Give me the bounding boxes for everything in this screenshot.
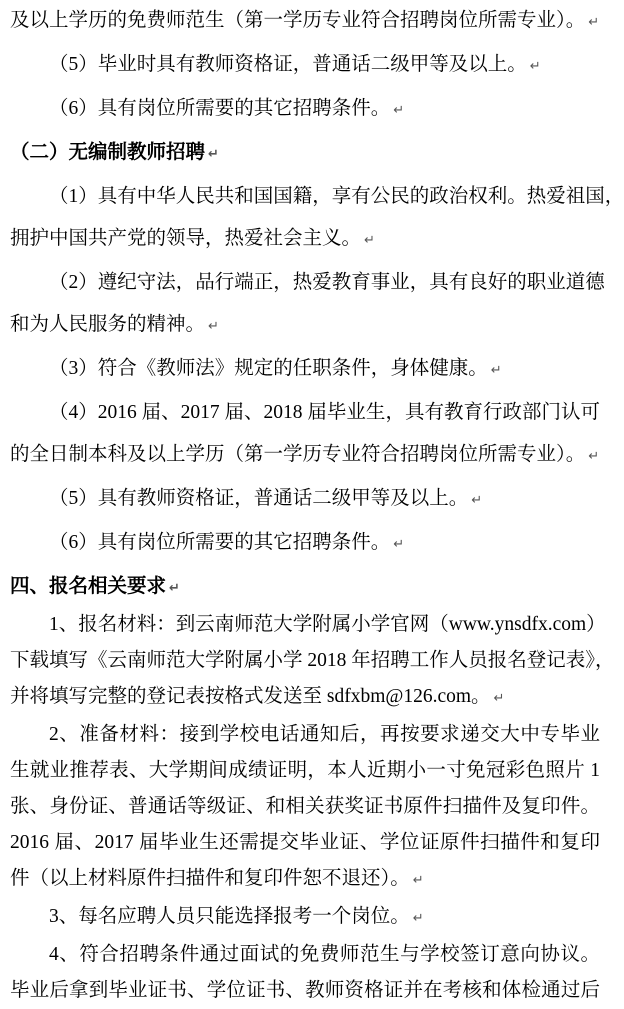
section-recruitment-conditions: [10, 0, 624, 566]
line-text: （5）毕业时具有教师资格证，普通话二级甲等及以上。: [49, 54, 527, 75]
text-line: [10, 607, 606, 643]
paragraph-mark-icon: ↵: [208, 147, 219, 162]
line-text: 拥护中国共产党的领导，热爱社会主义。: [10, 228, 362, 249]
paragraph-mark-icon: ↵: [169, 581, 180, 596]
text-line: [10, 44, 600, 88]
line-text: 及以上学历的免费师范生（第一学历专业符合招聘岗位所需专业）。: [10, 10, 586, 31]
line-text: 2、准备材料：接到学校电话通知后，再按要求递交大中专毕业: [49, 724, 600, 745]
text-line: [10, 304, 600, 348]
text-line: [10, 973, 600, 1009]
paragraph-mark-icon: ↵: [412, 873, 424, 888]
line-text: 件（以上材料原件扫描件和复印件恕不退还）。: [10, 868, 410, 889]
text-line: [10, 262, 605, 304]
line-text: （6）具有岗位所需要的其它招聘条件。: [49, 532, 391, 553]
paragraph-mark-icon: ↵: [490, 363, 502, 378]
text-line: [10, 0, 600, 44]
line-text: 3、每名应聘人员只能选择报考一个岗位。: [49, 906, 410, 927]
text-line: [10, 789, 600, 825]
paragraph-mark-icon: ↵: [493, 691, 505, 706]
heading-text: （二）无编制教师招聘: [10, 142, 206, 163]
text-line: [10, 861, 600, 899]
paragraph-mark-icon: ↵: [588, 449, 600, 464]
line-text: （5）具有教师资格证，普通话二级甲等及以上。: [49, 488, 469, 509]
text-line: [10, 478, 600, 522]
line-text: 的全日制本科及以上学历（第一学历专业符合招聘岗位所需专业）。: [10, 444, 586, 465]
paragraph-mark-icon: ↵: [588, 15, 600, 30]
text-line: [10, 937, 600, 973]
text-line: [10, 679, 600, 717]
line-text: 张、身份证、普通话等级证、和相关获奖证书原件扫描件及复印件。: [10, 796, 600, 817]
heading-text: 四、报名相关要求: [10, 576, 167, 597]
line-text: （1）具有中华人民共和国国籍，享有公民的政治权利。热爱祖国，: [49, 186, 624, 207]
paragraph-mark-icon: ↵: [208, 319, 219, 334]
line-text: 和为人民服务的精神。: [10, 314, 206, 335]
line-text: （6）具有岗位所需要的其它招聘条件。: [49, 98, 391, 119]
paragraph-mark-icon: ↵: [529, 59, 541, 74]
text-line: [10, 643, 615, 679]
text-line: [10, 522, 600, 566]
paragraph-mark-icon: ↵: [471, 493, 483, 508]
line-text: 并将填写完整的登记表按格式发送至 sdfxbm@126.com。: [10, 686, 491, 707]
line-text: 1、报名材料：到云南师范大学附属小学官网（www.ynsdfx.com）: [49, 614, 606, 635]
line-text: 毕业后拿到毕业证书、学位证书、教师资格证并在考核和体检通过后: [10, 980, 600, 1001]
text-line: [10, 434, 600, 478]
paragraph-mark-icon: ↵: [364, 233, 375, 248]
text-line: [10, 218, 600, 262]
line-text: 下载填写《云南师范大学附属小学 2018 年招聘工作人员报名登记表》，: [10, 650, 615, 671]
text-line: [10, 753, 600, 789]
heading-non-staffed-teacher-recruitment: [10, 132, 600, 176]
text-line: [10, 825, 600, 861]
text-line: [10, 899, 600, 937]
line-text: 4、符合招聘条件通过面试的免费师范生与学校签订意向协议。: [49, 944, 600, 965]
text-line: [10, 348, 600, 392]
section-application-requirements: [10, 569, 615, 1009]
line-text: 生就业推荐表、大学期间成绩证明，本人近期小一寸免冠彩色照片 1: [10, 760, 600, 781]
text-line: [10, 176, 624, 218]
line-text: （2）遵纪守法，品行端正，热爱教育事业，具有良好的职业道德: [49, 272, 605, 293]
paragraph-mark-icon: ↵: [412, 911, 424, 926]
paragraph-mark-icon: ↵: [393, 537, 405, 552]
text-line: [10, 717, 600, 753]
heading-application-requirements: [10, 569, 600, 607]
line-text: （4）2016 届、2017 届、2018 届毕业生，具有教育行政部门认可: [49, 402, 600, 423]
line-text: （3）符合《教师法》规定的任职条件，身体健康。: [49, 358, 488, 379]
line-text: 2016 届、2017 届毕业生还需提交毕业证、学位证原件扫描件和复印: [10, 832, 600, 853]
paragraph-mark-icon: ↵: [393, 103, 405, 118]
text-line: [10, 392, 600, 434]
text-line: [10, 88, 600, 132]
